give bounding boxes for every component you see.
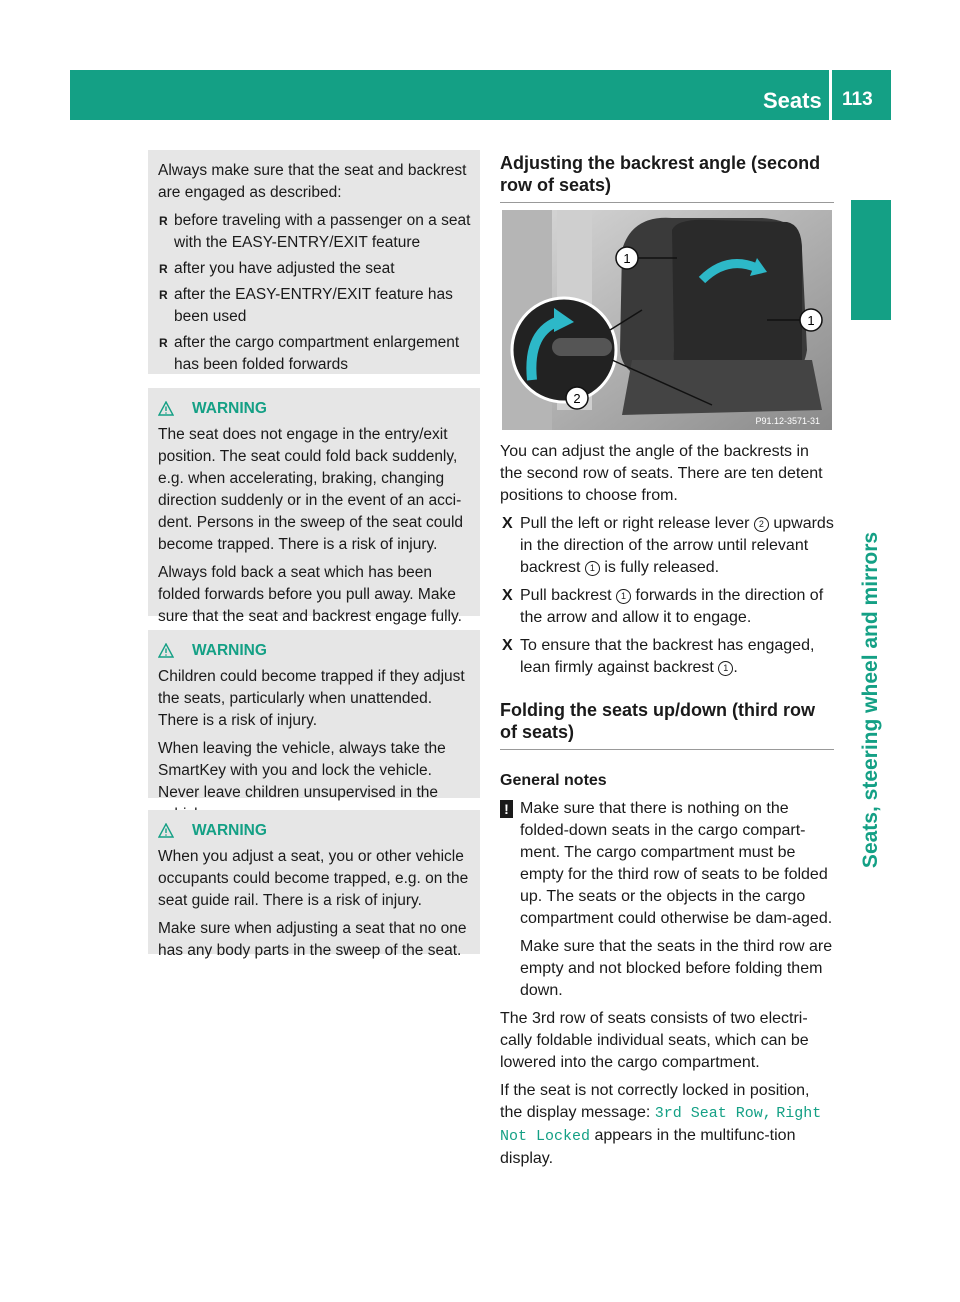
bullet-icon: R	[159, 262, 168, 276]
callout-1: 1	[585, 561, 600, 576]
warning-box	[148, 810, 480, 959]
paragraph: The 3rd row of seats consists of two electri-cally foldable individual seats, which can be lowered into the cargo compartment.	[500, 1010, 809, 1071]
warning-text: Children could become trapped if they adjust the seats, particularly when unattended. There is a risk of injury.	[158, 668, 465, 729]
warning-triangle-icon	[158, 823, 174, 839]
figure-code: P91.12-3571-31	[755, 416, 820, 426]
section-title: Seats	[763, 88, 822, 113]
warning-heading: WARNING	[158, 398, 472, 420]
section-backrest	[500, 152, 834, 203]
side-tab-marker	[851, 200, 891, 320]
warning-text: When you adjust a seat, you or other vehicle occupants could become trapped, e.g. on the seat guide rail. There is a risk of injury.	[158, 848, 469, 909]
svg-text:1: 1	[807, 313, 815, 328]
bullet-icon: R	[159, 336, 168, 350]
list-item: R before traveling with a passenger on a seat with the EASY-ENTRY/EXIT feature	[159, 212, 471, 251]
warning-triangle-icon	[158, 643, 174, 659]
section-heading: Adjusting the backrest angle (second row of seats)	[500, 152, 834, 203]
step-arrow-icon: X	[502, 637, 513, 654]
step-arrow-icon: X	[502, 515, 513, 532]
paragraph: If the seat is not correctly locked in position, the display message: 3rd Seat Row, Right Not Locked appears in the multifunc-tion display.	[500, 1082, 822, 1167]
callout-1: 1	[718, 661, 733, 676]
warning-box	[148, 630, 480, 801]
list-item: R after you have adjusted the seat	[158, 258, 472, 280]
section-backrest-body	[500, 441, 834, 1176]
note-box	[148, 150, 480, 374]
exclamation-icon: !	[500, 800, 513, 818]
bullet-icon: R	[159, 214, 168, 228]
step-arrow-icon: X	[502, 587, 513, 604]
notice-block	[500, 798, 834, 1002]
side-tab-label: Seats, steering wheel and mirrors	[859, 531, 882, 869]
instruction-step: X To ensure that the backrest has engaged, lean firmly against backrest 1 .	[502, 637, 815, 676]
svg-text:1: 1	[623, 251, 631, 266]
warning-text: When leaving the vehicle, always take the SmartKey with you and lock the vehicle. Never leave children unsupervised in the	[158, 740, 446, 801]
header-separator	[829, 70, 832, 120]
subheading: General notes	[500, 772, 607, 789]
warning-heading: WARNING	[158, 820, 472, 842]
list-item: R after the EASY-ENTRY/EXIT feature has been used	[159, 286, 453, 325]
callout-1: 1	[616, 589, 631, 604]
warning-text: Always fold back a seat which has been folded forwards before you pull away. Make sure that the seat and backrest engage fully.	[158, 564, 462, 625]
callout-2	[566, 387, 588, 409]
warning-triangle-icon	[158, 401, 174, 417]
callout-2: 2	[754, 517, 769, 532]
notice-text: Make sure that the seats in the third row are empty and not blocked before folding them down.	[520, 938, 833, 999]
display-message: 3rd Seat Row,	[654, 1105, 772, 1122]
svg-text:2: 2	[573, 391, 581, 406]
section-heading: Folding the seats up/down (third row of seats)	[500, 699, 834, 750]
paragraph: You can adjust the angle of the backrests in the second row of seats. There are ten detent positions to choose from.	[500, 443, 823, 504]
bullet-icon: R	[159, 288, 168, 302]
list-item: R after the cargo compartment enlargement has been folded forwards	[159, 334, 460, 373]
seat-backrest-photo	[502, 210, 832, 430]
warning-text: Make sure when adjusting a seat that no one has any body parts in the sweep of the seat.	[158, 920, 467, 959]
notice-text: Make sure that there is nothing on the folded-down seats in the cargo compart-ment. The cargo compartment must be empty for the third row of seats to be folded up. The seats or the objects in the cargo compartment could otherwise be dam-aged.	[520, 800, 833, 927]
note-list	[158, 210, 472, 376]
callout-1	[800, 309, 822, 331]
page-number: 113	[842, 89, 873, 110]
callout-1	[616, 247, 638, 269]
note-intro: Always make sure that the seat and backrest are engaged as described:	[158, 162, 467, 201]
warning-box	[148, 388, 480, 625]
instruction-step: X Pull the left or right release lever 2 upwards in the direction of the arrow until relevant backrest 1 is fully released.	[502, 515, 834, 576]
instruction-step: X Pull backrest 1 forwards in the direction of the arrow and allow it to engage.	[502, 587, 824, 626]
warning-text: The seat does not engage in the entry/exit position. The seat could fold back suddenly, e.g. when accelerating, braking, changing direction suddenly or in the event of an acci-dent. Persons in the sweep of the seat could become trapped. There is a risk of injury.	[158, 426, 464, 553]
warning-heading: WARNING	[158, 640, 472, 662]
display-message: Right Not Locked	[500, 1105, 822, 1145]
